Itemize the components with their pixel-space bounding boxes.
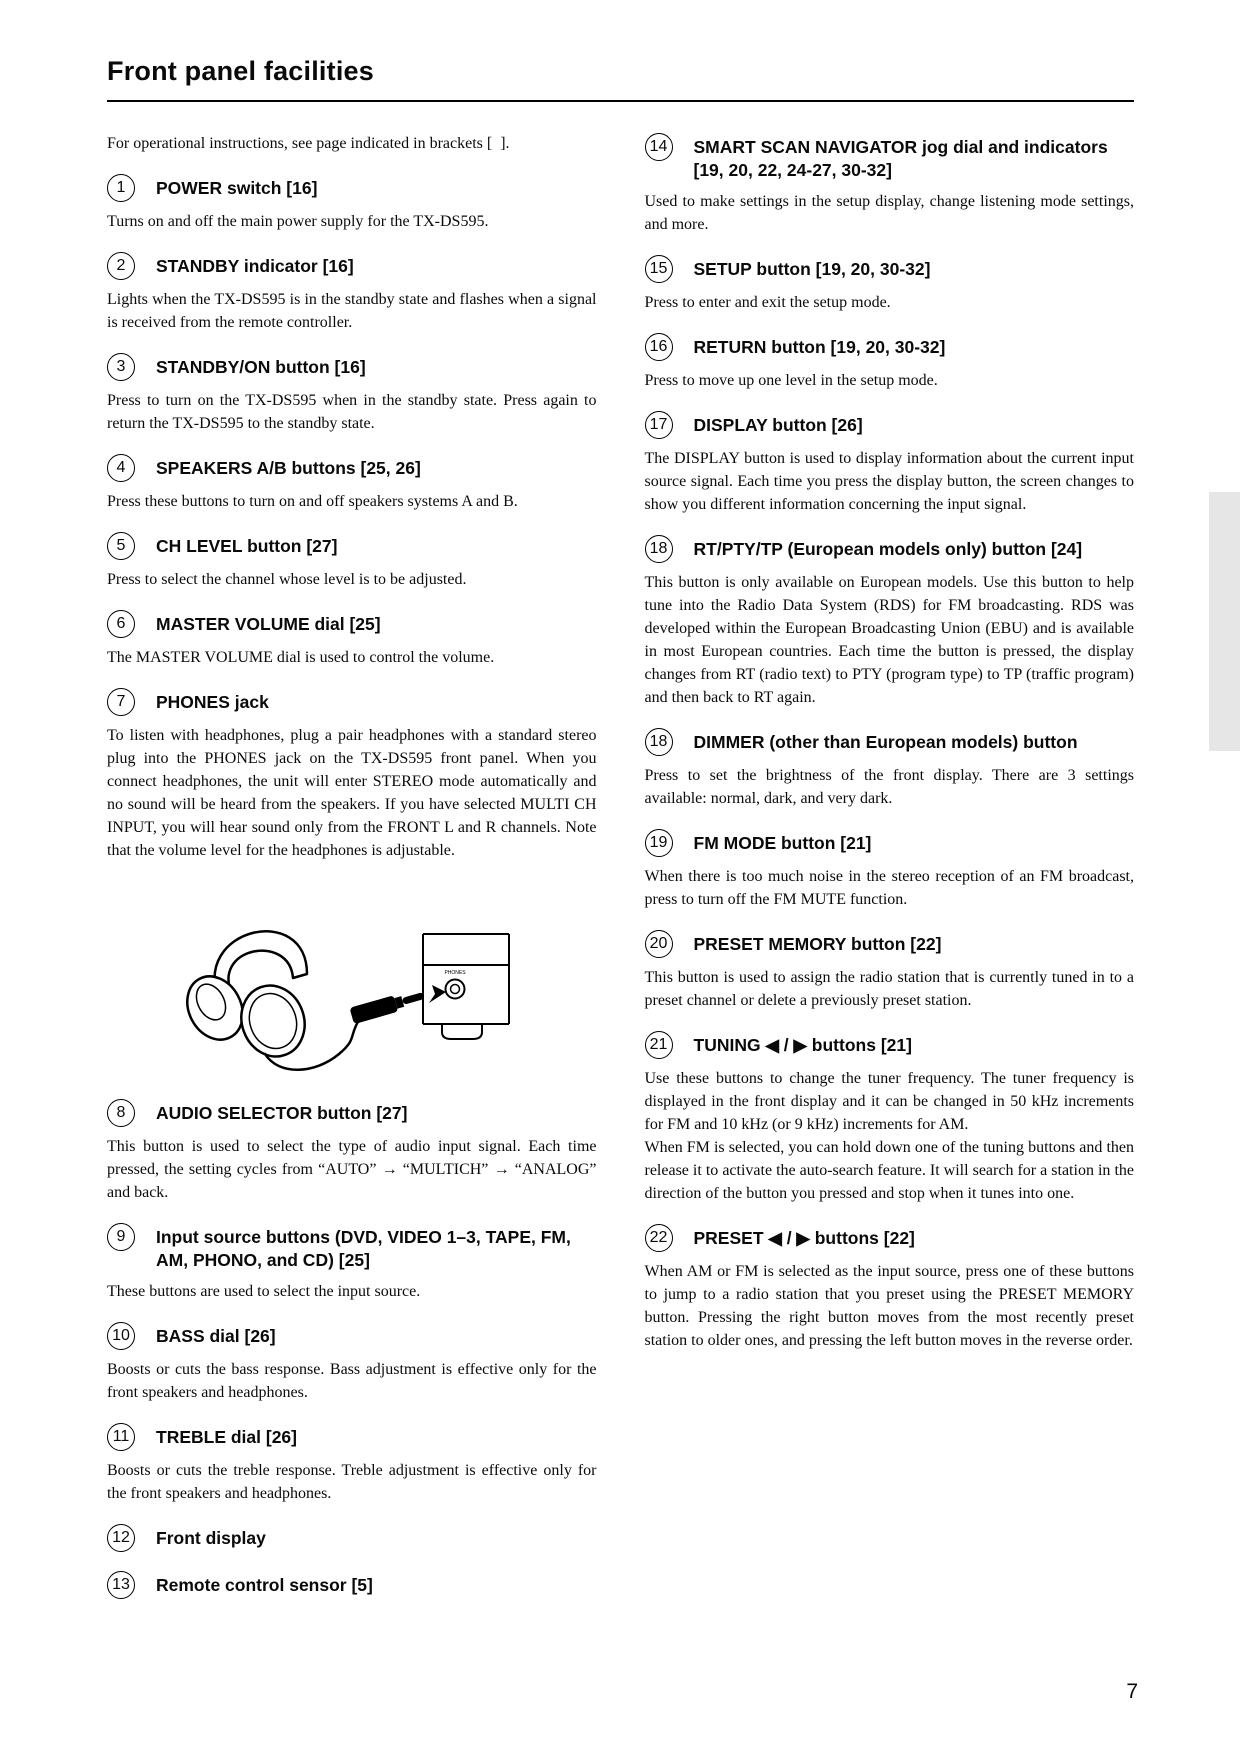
item-heading-row [107,1322,597,1350]
panel-item [107,1099,597,1204]
page-header [107,56,1134,102]
panel-item [107,1423,597,1505]
item-heading-row [107,610,597,638]
panel-item [645,930,1135,1012]
stereo-plug [349,987,426,1024]
item-title: FM MODE button [21] [693,833,872,854]
item-number-badge: 11 [107,1423,135,1451]
item-description: This button is used to assign the radio station that is currently tuned in to a preset channel or delete a previously preset station. [644,969,1134,1010]
headphones-illustration [153,890,513,1080]
item-title: SETUP button [19, 20, 30-32] [693,259,931,280]
item-title: Front display [156,1528,266,1549]
item-number-badge: 4 [107,454,135,482]
item-title: Remote control sensor [5] [156,1575,373,1596]
item-description: Lights when the TX-DS595 is in the standby state and flashes when a signal is received from the remote controller. [107,291,597,332]
item-description: The MASTER VOLUME dial is used to control the volume. [107,649,495,667]
item-number-badge: 20 [645,930,673,958]
item-title: SMART SCAN NAVIGATOR jog dial and indicators [19, 20, 22, 24-27, 30-32] [693,137,1108,181]
item-number-badge: 18 [645,728,673,756]
item-title: POWER switch [16] [156,178,318,199]
item-heading-row [645,535,1135,563]
item-number-badge: 7 [107,688,135,716]
item-heading-row [645,728,1135,756]
receiver-panel [423,934,509,1039]
item-title: SPEAKERS A/B buttons [25, 26] [156,458,421,479]
item-description: Press to set the brightness of the front display. There are 3 settings available: normal, dark, and very dark. [644,767,1134,808]
item-title: STANDBY/ON button [16] [156,357,366,378]
panel-item [107,1322,597,1404]
item-number-badge: 17 [645,411,673,439]
item-number-badge: 8 [107,1099,135,1127]
item-heading-row [645,1031,1135,1059]
item-heading-row [645,411,1135,439]
item-description: When FM is selected, you can hold down one of the tuning buttons and then release it to activate the auto-search feature. It will search for a station in the direction of the button you pressed and stop when it tunes into one. [644,1139,1134,1203]
panel-item [645,1224,1135,1352]
item-number-badge: 18 [645,535,673,563]
item-heading-row [645,133,1135,182]
item-heading-row [645,930,1135,958]
page-title: Front panel facilities [107,56,374,86]
item-number-badge: 10 [107,1322,135,1350]
right-column [645,132,1135,1607]
item-title: AUDIO SELECTOR button [27] [156,1103,408,1124]
item-heading-row [645,829,1135,857]
headphones [177,931,315,1065]
item-title: RETURN button [19, 20, 30-32] [693,337,946,358]
item-heading-row [107,1099,597,1127]
panel-item [645,535,1135,709]
item-title: DIMMER (other than European models) button [693,732,1078,753]
item-heading-row [107,532,597,560]
item-number-badge: 22 [645,1224,673,1252]
item-heading-row [107,1524,597,1552]
panel-item [107,353,597,435]
item-description: Press to move up one level in the setup mode. [644,372,938,390]
item-description: This button is used to select the type of audio input signal. Each time pressed, the setting cycles from “AUTO” → “MULTICH” → “ANALOG” and back. [107,1138,597,1202]
item-title: BASS dial [26] [156,1326,276,1347]
panel-item [107,688,597,862]
item-description: These buttons are used to select the input source. [107,1283,421,1301]
item-description: To listen with headphones, plug a pair headphones with a standard stereo plug into the PHONES jack on the TX-DS595 front panel. When you connect headphones, the unit will enter STEREO mode automatically and no sound will be heard from the speakers. If you have selected MULTI CH INPUT, you will hear sound only from the FRONT L and R channels. Note that the volume level for the headphones is adjustable. [107,727,597,860]
item-description: Press to turn on the TX-DS595 when in the standby state. Press again to return the TX-DS595 to the standby state. [107,392,597,433]
item-heading-row [107,174,597,202]
item-title: DISPLAY button [26] [693,415,863,436]
intro-note: For operational instructions, see page indicated in brackets [ ]. [107,135,510,153]
panel-item [107,1223,597,1303]
panel-item [107,1571,597,1599]
item-number-badge: 1 [107,174,135,202]
item-description: Press to select the channel whose level is to be adjusted. [107,571,467,589]
item-description: Press to enter and exit the setup mode. [644,294,891,312]
item-number-badge: 3 [107,353,135,381]
item-heading-row [645,1224,1135,1252]
item-description: Press these buttons to turn on and off speakers systems A and B. [107,493,518,511]
item-title: TUNING ◀ / ▶ buttons [21] [693,1035,912,1056]
item-title: Input source buttons (DVD, VIDEO 1–3, TAPE, FM, AM, PHONO, and CD) [25] [156,1227,571,1271]
panel-item [107,454,597,513]
phones-jack-label: PHONES [444,970,466,977]
item-number-badge: 16 [645,333,673,361]
page-number: 7 [1126,1680,1138,1703]
item-description: This button is only available on European models. Use this button to help tune into the Radio Data System (RDS) for FM broadcasting. RDS was developed within the European Broadcasting Union (EBU) and is available in most European countries. Each time the button is pressed, the display changes from RT (radio text) to PTY (program type) to TP (traffic program) and then back to RT again. [644,574,1134,707]
item-number-badge: 9 [107,1223,135,1251]
item-title: RT/PTY/TP (European models only) button [24] [693,539,1083,560]
item-heading-row [107,1223,597,1272]
section-tab [1209,492,1240,751]
item-number-badge: 2 [107,252,135,280]
item-title: PRESET ◀ / ▶ buttons [22] [693,1228,915,1249]
two-column-layout [107,132,1134,1607]
item-description: The DISPLAY button is used to display information about the current input source signal. Each time you press the display button, the screen changes to show you different information concerning the input signal. [644,450,1134,514]
insert-arrow-icon [429,985,446,1003]
item-description: When there is too much noise in the stereo reception of an FM broadcast, press to turn off the FM MUTE function. [644,868,1134,909]
panel-item [107,174,597,233]
item-number-badge: 21 [645,1031,673,1059]
item-number-badge: 14 [645,133,673,161]
item-heading-row [107,1423,597,1451]
item-heading-row [107,353,597,381]
item-title: STANDBY indicator [16] [156,256,354,277]
item-heading-row [107,454,597,482]
item-heading-row [107,688,597,716]
panel-item [645,829,1135,911]
item-description: Boosts or cuts the bass response. Bass adjustment is effective only for the front speakers and headphones. [107,1361,597,1402]
panel-item [107,252,597,334]
item-number-badge: 15 [645,255,673,283]
item-heading-row [645,333,1135,361]
left-column [107,132,597,1607]
item-description: Turns on and off the main power supply for the TX-DS595. [107,213,489,231]
panel-item [645,1031,1135,1205]
item-title: MASTER VOLUME dial [25] [156,614,381,635]
item-title: CH LEVEL button [27] [156,536,338,557]
panel-item [645,255,1135,314]
item-description: When AM or FM is selected as the input source, press one of these buttons to jump to a radio station that you preset using the PRESET MEMORY button. Pressing the right button moves from the most recently preset station to older ones, and pressing the left button moves in the reverse order. [644,1263,1134,1350]
panel-item [107,532,597,591]
item-number-badge: 19 [645,829,673,857]
item-description: Boosts or cuts the treble response. Treble adjustment is effective only for the front speakers and headphones. [107,1462,597,1503]
panel-item [107,610,597,669]
item-number-badge: 6 [107,610,135,638]
item-description: Used to make settings in the setup display, change listening mode settings, and more. [644,193,1134,234]
item-title: PRESET MEMORY button [22] [693,934,942,955]
item-title: TREBLE dial [26] [156,1427,297,1448]
item-number-badge: 12 [107,1524,135,1552]
item-title: PHONES jack [156,692,269,713]
item-heading-row [645,255,1135,283]
item-heading-row [107,1571,597,1599]
item-description: Use these buttons to change the tuner frequency. The tuner frequency is displayed in the front display and it can be changed in 50 kHz increments for FM and 10 kHz (or 9 kHz) increments for AM. [644,1070,1134,1134]
item-heading-row [107,252,597,280]
panel-item [645,728,1135,810]
headphones-illustration-svg [153,890,513,1080]
phones-jack [444,970,466,999]
panel-item [107,1524,597,1552]
item-number-badge: 13 [107,1571,135,1599]
title-rule [107,100,1134,102]
panel-item [645,333,1135,392]
panel-item [645,411,1135,516]
panel-item [645,133,1135,236]
item-number-badge: 5 [107,532,135,560]
